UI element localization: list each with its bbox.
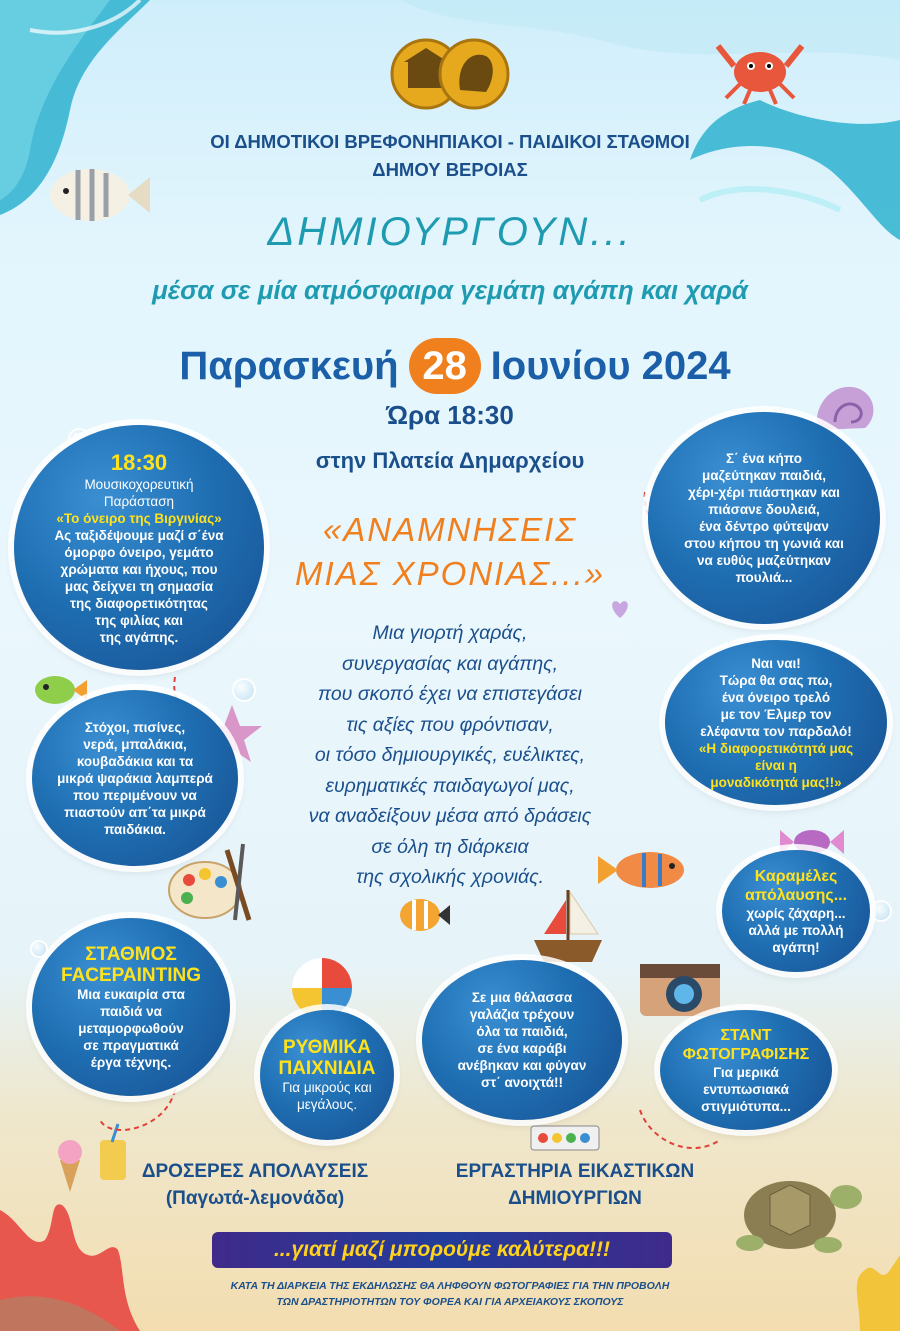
goals-line: που περιμένουν να bbox=[73, 787, 197, 803]
paint-set-icon bbox=[531, 1126, 599, 1150]
bubble-dot bbox=[30, 940, 48, 958]
garden-line: ένα δέντρο φύτεψαν bbox=[699, 519, 829, 534]
facepainting-line: Μια ευκαιρία στα bbox=[77, 986, 185, 1002]
bubble-dot bbox=[870, 900, 892, 922]
refreshments-title: ΔΡΟΣΕΡΕΣ ΑΠΟΛΑΥΣΕΙΣ bbox=[141, 1161, 369, 1182]
event-place: στην Πλατεία Δημαρχείου bbox=[315, 448, 585, 473]
description-line: οι τόσο δημιουργικές, ευέλικτες, bbox=[314, 744, 586, 766]
fish-icon bbox=[35, 676, 87, 704]
event-date bbox=[110, 336, 800, 396]
show-time: 18:30 bbox=[110, 449, 168, 475]
candies-title: Καραμέλες bbox=[754, 867, 838, 885]
bubble-show bbox=[14, 425, 264, 670]
camera-icon bbox=[640, 964, 720, 1016]
heart-icon bbox=[612, 601, 628, 618]
coin-logo bbox=[390, 36, 510, 112]
elmer-line: Τώρα θα σας πω, bbox=[719, 672, 833, 688]
show-text: χρώματα και ήχους, που bbox=[60, 561, 218, 577]
show-text: της διαφορετικότητας bbox=[70, 595, 208, 611]
ball-icon bbox=[292, 958, 352, 1018]
organizer-header bbox=[0, 128, 900, 184]
elmer-highlight: είναι η bbox=[755, 757, 797, 773]
garden-line: πουλιά... bbox=[735, 570, 793, 585]
day-badge: 28 bbox=[409, 338, 481, 394]
headline: ΔΗΜΙΟΥΡΓΟΥΝ... bbox=[267, 210, 633, 254]
sea-line: Σε μια θάλασσα bbox=[471, 990, 573, 1005]
show-text: Ας ταξιδέψουμε μαζί σ΄ένα bbox=[54, 527, 224, 543]
candies-line: αγάπη! bbox=[772, 939, 820, 955]
show-text: της αγάπης. bbox=[99, 629, 179, 645]
show-text: της φιλίας και bbox=[95, 612, 183, 628]
garden-line: στου κήπου τη γωνιά και bbox=[684, 536, 844, 551]
facepainting-title: ΣΤΑΘΜΟΣ bbox=[85, 943, 177, 965]
goals-line: πιαστούν απ΄τα μικρά bbox=[64, 804, 206, 820]
disclaimer-line: ΤΩΝ ΔΡΑΣΤΗΡΙΟΤΗΤΩΝ ΤΟΥ ΦΟΡΕΑ ΚΑΙ ΓΙΑ ΑΡΧΕΙΑΚΟΥΣ ΣΚΟΠΟΥΣ bbox=[276, 1296, 624, 1308]
elmer-line: ένα όνειρο τρελό bbox=[721, 689, 831, 705]
elmer-line: Ναι ναι! bbox=[751, 655, 801, 671]
show-type: Μουσικοχορευτική bbox=[84, 476, 194, 492]
description-line: συνεργασίας και αγάπης, bbox=[341, 652, 559, 675]
facepainting-line: έργα τέχνης. bbox=[90, 1054, 172, 1070]
bubble-games bbox=[260, 1010, 394, 1140]
disclaimer-line: ΚΑΤΑ ΤΗ ΔΙΑΡΚΕΙΑ ΤΗΣ ΕΚΔΗΛΩΣΗΣ ΘΑ ΛΗΦΘΟΥΝ ΦΩΤΟΓΡΑΦΙΕΣ ΓΙΑ ΤΗΝ ΠΡΟΒΟΛΗ bbox=[230, 1280, 670, 1292]
games-line: μεγάλους. bbox=[296, 1097, 358, 1112]
description-line: ευρηματικές παιδαγωγοί μας, bbox=[325, 774, 575, 797]
facepainting-title: FACEPAINTING bbox=[60, 964, 202, 986]
elmer-line: ελέφαντα τον παρδαλό! bbox=[700, 723, 852, 739]
elmer-line: με τον Έλμερ τον bbox=[720, 706, 832, 722]
description-line: της σχολικής χρονιάς. bbox=[355, 866, 545, 888]
photo-line: εντυπωσιακά bbox=[703, 1081, 789, 1097]
organizer-line-1: ΟΙ ΔΗΜΟΤΙΚΟΙ ΒΡΕΦΟΝΗΠΙΑΚΟΙ - ΠΑΙΔΙΚΟΙ ΣΤΑΘΜΟΙ bbox=[210, 131, 690, 152]
bubble-facepainting bbox=[32, 918, 230, 1096]
games-title: ΠΑΙΧΝΙΔΙΑ bbox=[278, 1058, 376, 1079]
crab-icon bbox=[718, 46, 802, 104]
description-line: που σκοπό έχει να επιστεγάσει bbox=[318, 683, 582, 705]
garden-line: Σ΄ ένα κήπο bbox=[726, 451, 802, 466]
garden-line: πιάσανε δουλειά, bbox=[708, 502, 820, 517]
workshop-line: ΕΡΓΑΣΤΗΡΙΑ ΕΙΚΑΣΤΙΚΩΝ bbox=[455, 1161, 695, 1182]
photo-title: ΦΩΤΟΓΡΑΦΙΣΗΣ bbox=[682, 1045, 810, 1063]
description-line: τις αξίες που φρόντισαν, bbox=[346, 713, 554, 736]
bubble-elmer bbox=[665, 640, 887, 805]
event-description bbox=[230, 618, 670, 893]
garden-line: μαζεύτηκαν παιδιά, bbox=[702, 468, 826, 483]
show-title: «Το όνειρο της Βιργινίας» bbox=[56, 510, 222, 526]
photo-line: στιγμιότυπα... bbox=[701, 1098, 791, 1114]
games-line: Για μικρούς και bbox=[282, 1080, 372, 1095]
description-line: Μια γιορτή χαράς, bbox=[372, 622, 528, 644]
bubble-candies bbox=[722, 850, 870, 972]
description-line: να αναδείξουν μέσα από δράσεις bbox=[308, 805, 592, 827]
motto-banner: ...γιατί μαζί μπορούμε καλύτερα!!! bbox=[212, 1232, 672, 1268]
refreshments-sub: (Παγωτά-λεμονάδα) bbox=[165, 1188, 345, 1209]
goals-line: νερά, μπαλάκια, bbox=[83, 736, 187, 752]
event-title-line-2: ΜΙΑΣ ΧΡΟΝΙΑΣ...» bbox=[295, 555, 605, 592]
workshop bbox=[420, 1158, 730, 1212]
bubble-goals bbox=[32, 690, 238, 866]
event-title bbox=[250, 508, 650, 596]
refreshments bbox=[110, 1158, 400, 1212]
tagline: μέσα σε μία ατμόσφαιρα γεμάτη αγάπη και χαρά bbox=[152, 275, 748, 305]
show-type: Παράσταση bbox=[103, 493, 175, 509]
organizer-line-2: ΔΗΜΟΥ ΒΕΡΟΙΑΣ bbox=[372, 159, 528, 180]
event-time: Ώρα 18:30 bbox=[386, 400, 514, 430]
bubble-garden bbox=[648, 412, 880, 624]
garden-line: να ευθύς μαζεύτηκαν bbox=[697, 553, 831, 568]
games-title: ΡΥΘΜΙΚΑ bbox=[283, 1037, 371, 1058]
goals-line: κουβαδάκια και τα bbox=[76, 753, 194, 769]
sea-line: σε ένα καράβι bbox=[477, 1041, 567, 1056]
candies-line: αλλά με πολλή bbox=[748, 922, 844, 938]
candies-title: απόλαυσης... bbox=[744, 886, 848, 904]
description-line: σε όλη τη διάρκεια bbox=[371, 835, 529, 858]
garden-line: χέρι-χέρι πιάστηκαν και bbox=[688, 485, 840, 500]
show-text: μας δείχνει τη σημασία bbox=[64, 578, 214, 594]
photo-disclaimer bbox=[140, 1278, 760, 1310]
month-year: Ιουνίου 2024 bbox=[490, 343, 731, 388]
goals-line: παιδάκια. bbox=[104, 821, 166, 837]
show-text: όμορφο όνειρο, γεμάτο bbox=[64, 544, 214, 560]
facepainting-line: παιδιά να bbox=[100, 1003, 162, 1019]
photo-title: ΣΤΑΝΤ bbox=[720, 1026, 772, 1044]
goals-line: μικρά ψαράκια λαμπερά bbox=[57, 770, 213, 786]
elmer-highlight: μοναδικότητά μας!!» bbox=[710, 774, 842, 790]
workshop-line: ΔΗΜΙΟΥΡΓΙΩΝ bbox=[508, 1188, 642, 1209]
fish-icon bbox=[400, 899, 450, 931]
sea-line: γαλάζια τρέχουν bbox=[469, 1007, 575, 1022]
sea-line: όλα τα παιδιά, bbox=[476, 1024, 568, 1039]
bubble-photo bbox=[660, 1010, 832, 1130]
boat-icon bbox=[534, 890, 602, 962]
elmer-highlight: «Η διαφορετικότητά μας bbox=[698, 740, 854, 756]
facepainting-line: σε πραγματικά bbox=[83, 1037, 179, 1053]
weekday: Παρασκευή bbox=[179, 343, 399, 388]
candies-line: χωρίς ζάχαρη... bbox=[746, 905, 846, 921]
sea-line: στ΄ ανοιχτά!! bbox=[480, 1075, 564, 1090]
sea-line: ανέβηκαν και φύγαν bbox=[457, 1058, 587, 1073]
event-title-line-1: «ΑΝΑΜΝΗΣΕΙΣ bbox=[322, 511, 578, 548]
goals-line: Στόχοι, πισίνες, bbox=[84, 719, 186, 735]
facepainting-line: μεταμορφωθούν bbox=[78, 1020, 184, 1036]
turtle-icon bbox=[736, 1181, 862, 1253]
bubble-sea bbox=[422, 960, 622, 1120]
photo-line: Για μερικά bbox=[713, 1064, 779, 1080]
